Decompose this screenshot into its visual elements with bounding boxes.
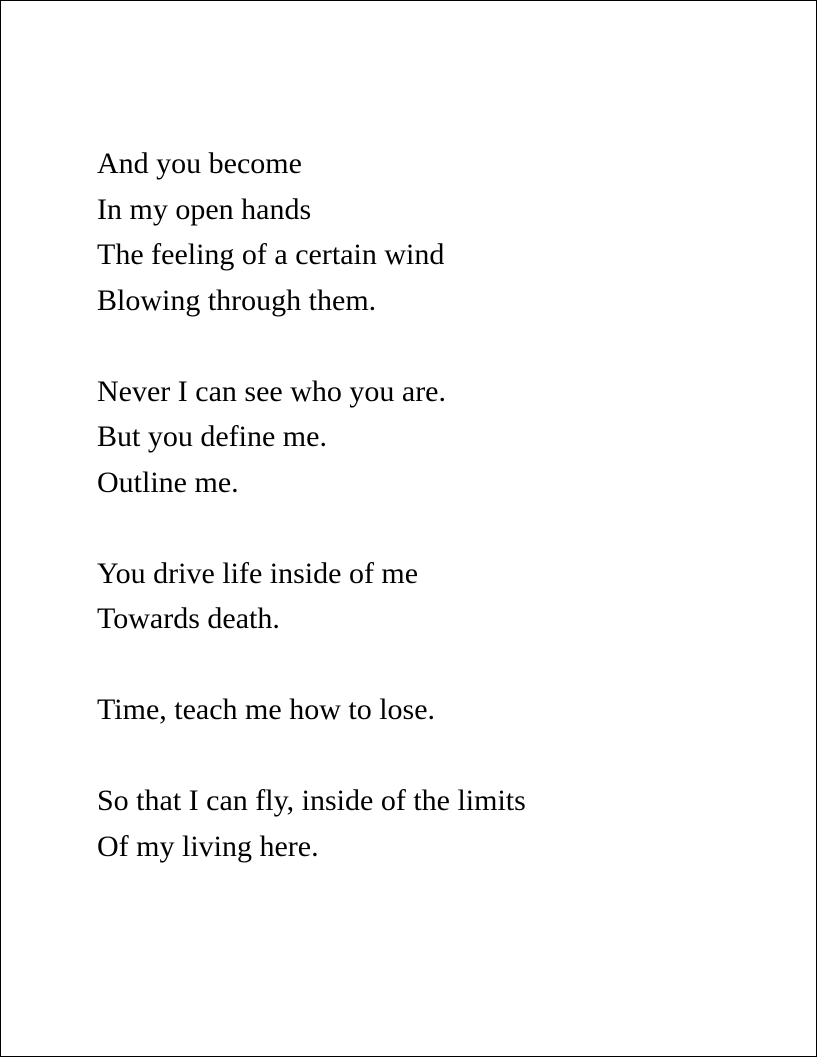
poem-line: Blowing through them. bbox=[97, 283, 377, 317]
poem-line: You drive life inside of me bbox=[97, 556, 419, 590]
stanza-1 bbox=[97, 141, 787, 323]
poem-line: Of my living here. bbox=[97, 829, 319, 863]
poem-line: And you become bbox=[97, 147, 302, 180]
poem-line: But you define me. bbox=[97, 420, 327, 453]
poem-line: Outline me. bbox=[97, 465, 239, 499]
poem-line: In my open hands bbox=[97, 192, 312, 226]
stanza-3 bbox=[97, 551, 787, 642]
stanza-5 bbox=[97, 778, 787, 869]
stanza-2 bbox=[97, 369, 787, 506]
poem-line: Towards death. bbox=[97, 602, 280, 635]
poem-line: Never I can see who you are. bbox=[97, 374, 446, 408]
poem bbox=[97, 141, 787, 915]
poem-line: So that I can fly, inside of the limits bbox=[97, 784, 526, 817]
poem-line: The feeling of a certain wind bbox=[97, 238, 445, 271]
stanza-4 bbox=[97, 687, 787, 733]
poem-line: Time, teach me how to lose. bbox=[97, 693, 436, 726]
